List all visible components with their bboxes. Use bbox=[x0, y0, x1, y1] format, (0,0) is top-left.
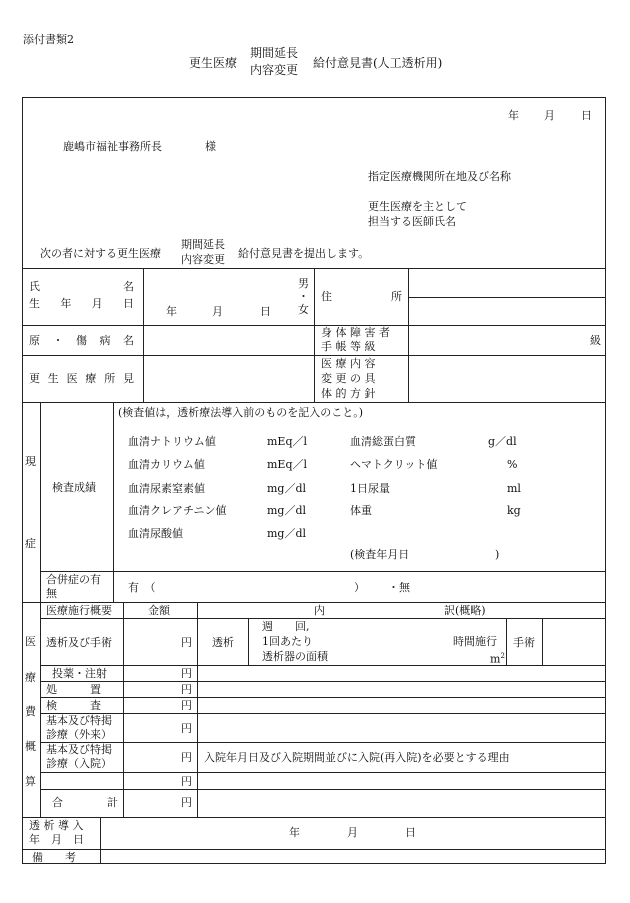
item-procedure: 処 置 bbox=[46, 683, 101, 696]
test-weight-unit: kg bbox=[507, 504, 521, 517]
inpatient-yen: 円 bbox=[181, 751, 192, 764]
statement-left: 次の者に対する更生医療 bbox=[40, 247, 161, 260]
costs-side-label-5: 算 bbox=[25, 775, 36, 788]
test-date-label: (検査年月日 bbox=[350, 548, 410, 561]
sex-male: 男 bbox=[298, 277, 309, 290]
outpatient-label-1: 基本及び特掲 bbox=[46, 714, 112, 727]
total-label-1: 合 bbox=[52, 796, 63, 809]
sex-female: 女 bbox=[298, 303, 309, 316]
title-option-extension: 期間延長 bbox=[250, 46, 299, 60]
intro-date-month: 月 bbox=[347, 826, 358, 839]
test-hematocrit: ヘマトクリット値 bbox=[350, 458, 438, 471]
intro-date-label-2: 年 月 日 bbox=[29, 833, 84, 846]
costs-side-label-1: 医 bbox=[25, 635, 36, 648]
test-creatinine: 血清クレアチニン値 bbox=[128, 504, 227, 517]
attachment-label: 添付書類2 bbox=[23, 33, 74, 46]
test-potassium: 血清カリウム値 bbox=[128, 458, 205, 471]
dialysis-per-session: 1回あたり bbox=[262, 635, 313, 648]
findings-label: 更 生 医 療 所 見 bbox=[29, 372, 134, 385]
statement-option-change: 内容変更 bbox=[181, 253, 225, 266]
sex-separator: ・ bbox=[298, 290, 309, 303]
disease-label: 原 ・ 傷 病 名 bbox=[29, 334, 134, 347]
dialysis-label: 透析及び手術 bbox=[46, 636, 112, 649]
test-sodium: 血清ナトリウム値 bbox=[128, 435, 216, 448]
test-sodium-unit: mEq／l bbox=[267, 435, 308, 448]
address-label-1: 住 bbox=[321, 290, 332, 303]
item-examination: 検 査 bbox=[46, 699, 101, 712]
dialyzer-area: 透析器の面積 bbox=[262, 650, 328, 663]
date-year: 年 bbox=[508, 109, 519, 122]
total-label-2: 計 bbox=[107, 796, 118, 809]
title-left: 更生医療 bbox=[189, 56, 238, 70]
col-amount: 金額 bbox=[148, 604, 170, 617]
date-month: 月 bbox=[544, 109, 555, 122]
symptoms-side-label-1: 現 bbox=[25, 455, 36, 468]
addressee-honorific: 様 bbox=[205, 140, 216, 153]
birth-day: 日 bbox=[260, 305, 271, 318]
birth-month: 月 bbox=[212, 305, 223, 318]
col-detail-2: 訳(概略) bbox=[444, 604, 486, 617]
col-detail-1: 内 bbox=[314, 604, 325, 617]
birth-year: 年 bbox=[166, 305, 177, 318]
test-uric-acid-unit: mg／dl bbox=[267, 527, 307, 540]
doctor-label-line1: 更生医療を主として bbox=[368, 200, 467, 213]
item-examination-yen: 円 bbox=[181, 699, 192, 712]
test-uric-acid: 血清尿酸値 bbox=[128, 527, 183, 540]
test-date-close: ) bbox=[495, 548, 500, 561]
complication-no: ・無 bbox=[388, 581, 410, 594]
plan-label-3: 体 的 方 針 bbox=[321, 387, 376, 400]
title-right: 給付意見書(人工透析用) bbox=[313, 56, 443, 70]
birth-label: 生 年 月 日 bbox=[29, 297, 134, 310]
intro-date-label-1: 透 析 導 入 bbox=[29, 819, 84, 832]
extra-row-yen: 円 bbox=[181, 775, 192, 788]
total-yen: 円 bbox=[181, 796, 192, 809]
dialysis-yen: 円 bbox=[181, 636, 192, 649]
name-label-2: 名 bbox=[123, 280, 134, 293]
test-total-protein: 血清総蛋白質 bbox=[350, 435, 416, 448]
statement-right: 給付意見書を提出します。 bbox=[238, 247, 370, 260]
test-bun: 血清尿素窒素値 bbox=[128, 482, 205, 495]
dialysis-hours: 時間施行 bbox=[453, 635, 497, 648]
intro-date-day: 日 bbox=[405, 826, 416, 839]
dialysis-word: 透析 bbox=[212, 636, 234, 649]
complication-label-1: 合併症の有 bbox=[46, 573, 101, 586]
inpatient-label-1: 基本及び特掲 bbox=[46, 743, 112, 756]
costs-side-label-3: 費 bbox=[25, 705, 36, 718]
plan-label-1: 医 療 内 容 bbox=[321, 357, 376, 370]
dialyzer-area-unit: $m^2$ bbox=[490, 652, 505, 666]
test-urine-volume-unit: ml bbox=[507, 482, 521, 495]
addressee: 鹿嶋市福祉事務所長 bbox=[63, 140, 162, 153]
intro-date-year: 年 bbox=[289, 826, 300, 839]
test-weight: 体重 bbox=[350, 504, 372, 517]
address-label-2: 所 bbox=[391, 290, 402, 303]
test-hematocrit-unit: % bbox=[507, 458, 518, 471]
test-results-label: 検査成績 bbox=[52, 481, 96, 494]
handbook-label-2: 手 帳 等 級 bbox=[321, 340, 376, 353]
item-medication-yen: 円 bbox=[181, 667, 192, 680]
surgery-label: 手術 bbox=[513, 636, 535, 649]
test-creatinine-unit: mg／dl bbox=[267, 504, 307, 517]
statement-option-extension: 期間延長 bbox=[181, 238, 225, 251]
complication-yes: 有 （ bbox=[128, 581, 156, 594]
costs-side-label-4: 概 bbox=[25, 740, 36, 753]
complication-close: ） bbox=[354, 581, 365, 594]
doctor-label-line2: 担当する医師氏名 bbox=[368, 215, 456, 228]
symptoms-side-label-2: 症 bbox=[25, 537, 36, 550]
dialysis-weekly: 週 回, bbox=[262, 620, 310, 633]
institution-label: 指定医療機関所在地及び名称 bbox=[368, 170, 511, 183]
inpatient-reason: 入院年月日及び入院期間並びに入院(再入院)を必要とする理由 bbox=[204, 751, 510, 764]
item-procedure-yen: 円 bbox=[181, 683, 192, 696]
remarks-label: 備 考 bbox=[32, 851, 76, 864]
name-label-1: 氏 bbox=[29, 280, 40, 293]
col-overview: 医療施行概要 bbox=[46, 604, 112, 617]
outpatient-label-2: 診療（外来） bbox=[46, 728, 112, 741]
grade-label: 級 bbox=[590, 334, 601, 347]
test-total-protein-unit: g／dl bbox=[488, 435, 517, 448]
test-note: (検査値は，透析療法導入前のものを記入のこと。) bbox=[118, 406, 364, 419]
item-medication: 投薬・注射 bbox=[52, 667, 107, 680]
complication-label-2: 無 bbox=[46, 587, 57, 600]
costs-side-label-2: 療 bbox=[25, 671, 36, 684]
test-potassium-unit: mEq／l bbox=[267, 458, 308, 471]
outpatient-yen: 円 bbox=[181, 722, 192, 735]
inpatient-label-2: 診療（入院） bbox=[46, 757, 112, 770]
handbook-label-1: 身 体 障 害 者 bbox=[321, 326, 390, 339]
test-bun-unit: mg／dl bbox=[267, 482, 307, 495]
title-option-change: 内容変更 bbox=[250, 63, 299, 77]
date-day: 日 bbox=[581, 109, 592, 122]
plan-label-2: 変 更 の 具 bbox=[321, 372, 376, 385]
test-urine-volume: 1日尿量 bbox=[350, 482, 390, 495]
